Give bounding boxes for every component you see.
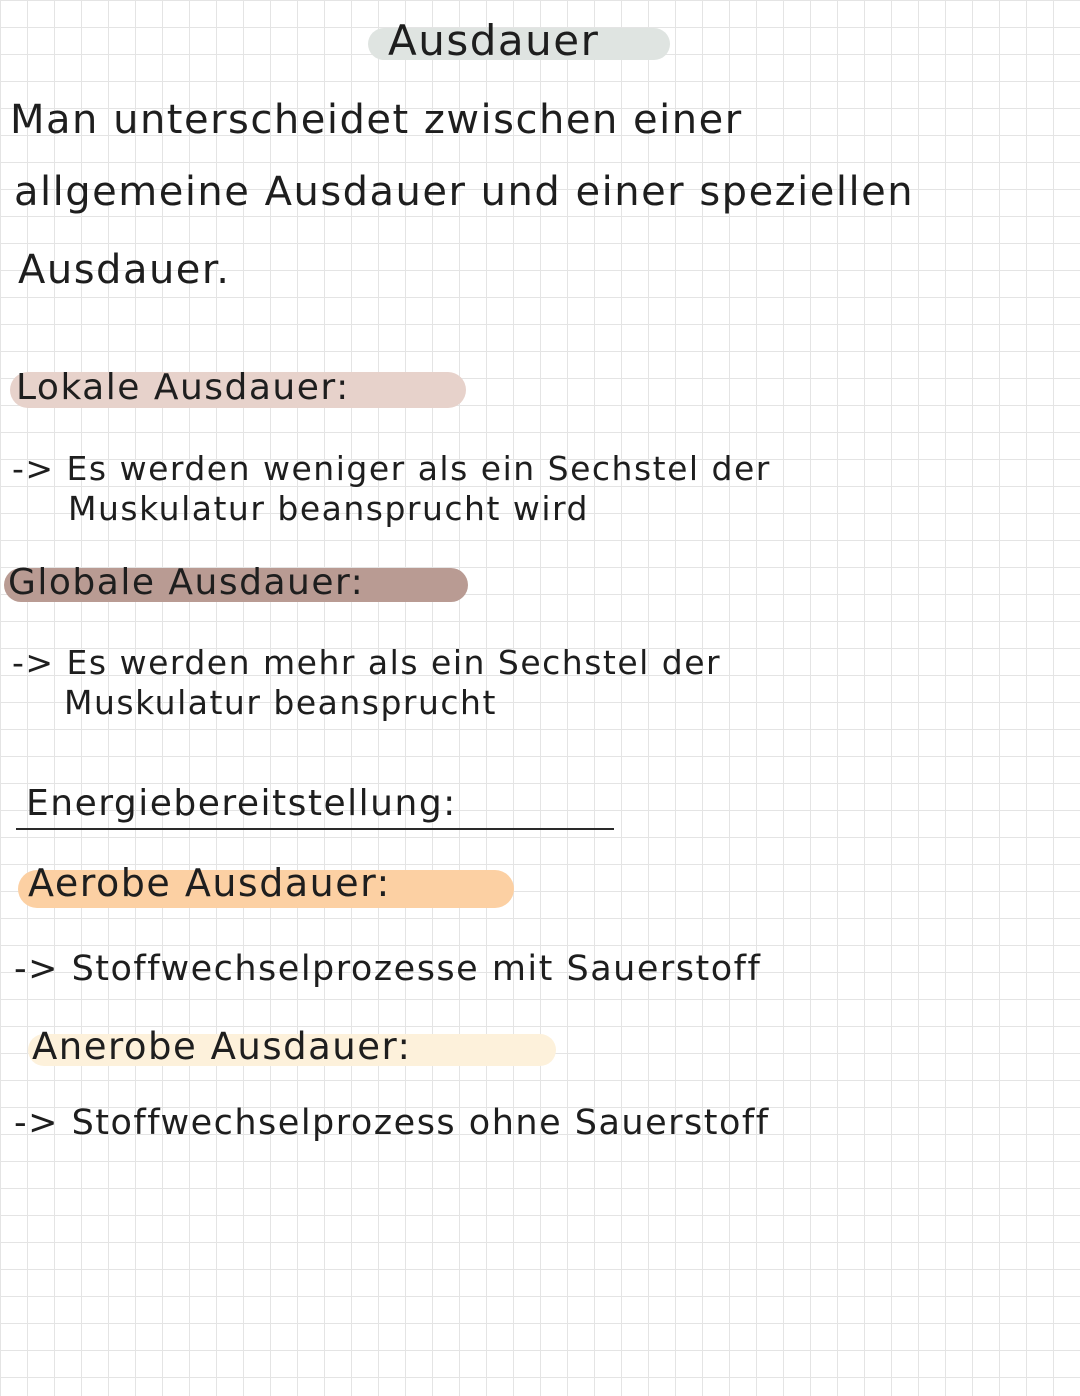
aerobe-line: -> Stoffwechselprozesse mit Sauerstoff [14, 949, 762, 989]
intro-line-1: Man unterscheidet zwischen einer [10, 97, 743, 143]
intro-line-3: Ausdauer. [18, 247, 231, 293]
anerobe-heading: Anerobe Ausdauer: [32, 1025, 412, 1068]
intro-line-2: allgemeine Ausdauer und einer speziellen [14, 169, 915, 215]
energie-heading: Energiebereitstellung: [26, 783, 457, 824]
lokale-heading: Lokale Ausdauer: [16, 367, 350, 408]
lokale-line-2: Muskulatur beansprucht wird [68, 489, 589, 528]
energie-underline [16, 828, 614, 830]
lokale-line-1: -> Es werden weniger als ein Sechstel der [12, 449, 771, 488]
globale-line-1: -> Es werden mehr als ein Sechstel der [12, 643, 722, 682]
aerobe-heading: Aerobe Ausdauer: [28, 861, 391, 905]
anerobe-line: -> Stoffwechselprozess ohne Sauerstoff [14, 1103, 770, 1143]
globale-line-2: Muskulatur beansprucht [64, 683, 497, 722]
globale-heading: Globale Ausdauer: [8, 562, 365, 603]
page-title: Ausdauer [388, 16, 600, 65]
